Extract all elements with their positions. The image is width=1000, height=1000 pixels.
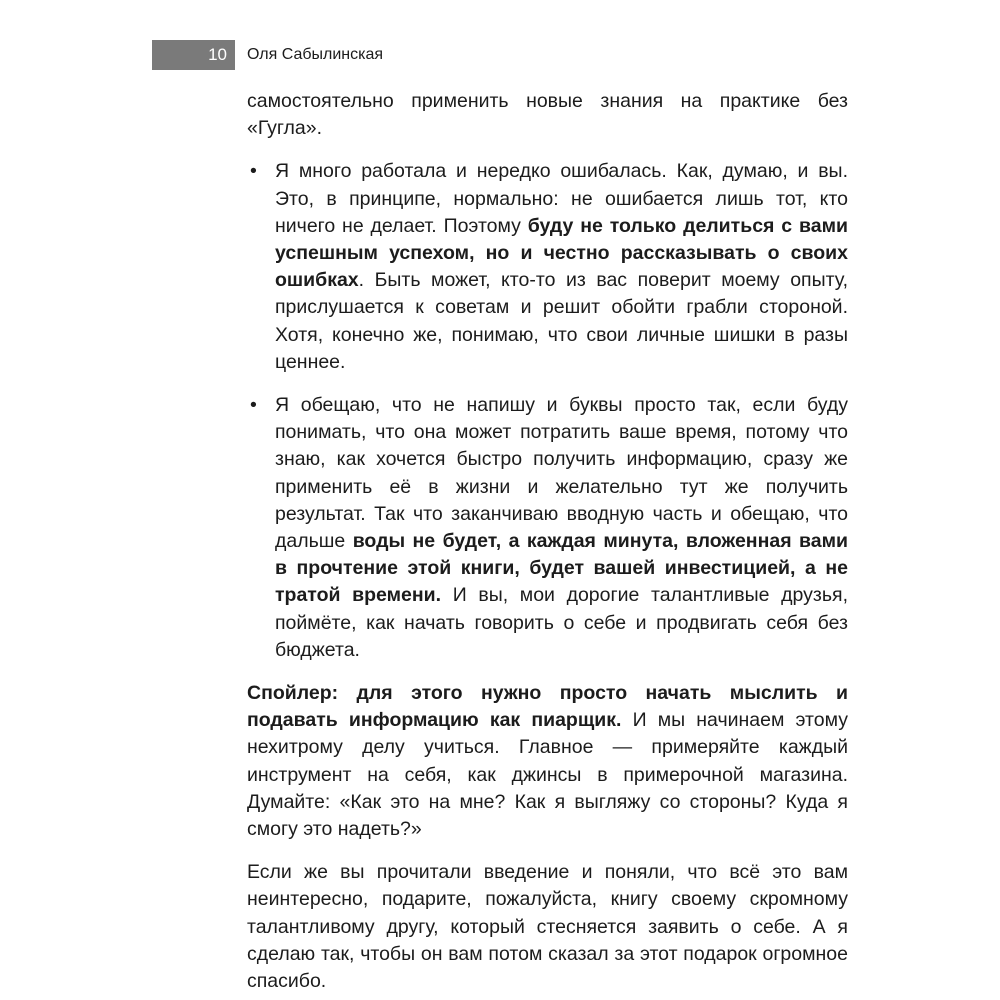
spoiler-paragraph [247, 680, 848, 843]
closing-paragraph: Если же вы прочитали введение и поняли, что всё это вам неинтересно, подарите, пожалуйста, книгу своему скромному талантливому другу, который стесняется заявить о себе. А я сделаю так, чтобы он вам потом сказал за этот подарок огромное спасибо. [247, 861, 848, 993]
bullet-item-2 [247, 392, 848, 664]
page-body [247, 88, 848, 995]
page-number: 10 [208, 45, 227, 64]
intro-paragraph: самостоятельно применить новые знания на практике без «Гугла». [247, 90, 848, 140]
spoiler-text: И мы начинаем этому нехитрому делу учиться. Главное — примеряйте каждый инструмент на себя, как джинсы в примерочной магазина. Думайте: «Как это на мне? Как я выгляжу со стороны? Куда я смогу это надеть?» [247, 709, 848, 841]
bullet-marker: • [250, 160, 257, 183]
bullet-2-bold: воды не будет, а каждая минута, вложенная вами в прочтение этой книги, будет вашей инвестицией, а не тратой времени. [275, 530, 848, 607]
bullet-1-text-end: . Быть может, кто-то из вас поверит моему опыту, прислушается к советам и решит обойти грабли стороной. Хотя, конечно же, понимаю, что свои личные шишки в разы ценнее. [275, 269, 848, 373]
bullet-2-text-start: Я обещаю, что не напишу и буквы просто так, если буду понимать, что она может потратить ваше время, потому что знаю, как хочется быстро получить информацию, сразу же применить её в жизни и желательно тут же получить результат. Так что заканчиваю вводную часть и обещаю, что дальше [275, 394, 848, 553]
bullet-1-text-start: Я много работала и нередко ошибалась. Как, думаю, и вы. Это, в принципе, нормально: не ошибается лишь тот, кто ничего не делает. Поэтому [275, 160, 848, 237]
author-name: Оля Сабылинская [247, 46, 384, 63]
page-number-box [152, 40, 235, 70]
bullet-2-text-end: И вы, мои дорогие талантливые друзья, поймёте, как начать говорить о себе и продвигать себя без бюджета. [275, 584, 848, 661]
spoiler-bold: Спойлер: для этого нужно просто начать мыслить и подавать информацию как пиарщик. [247, 682, 848, 732]
bullet-1-bold: буду не только делиться с вами успешным успехом, но и честно рассказывать о своих ошибках [275, 214, 848, 292]
running-header [152, 40, 383, 70]
bullet-item-1 [247, 158, 848, 376]
bullet-marker: • [250, 394, 257, 417]
